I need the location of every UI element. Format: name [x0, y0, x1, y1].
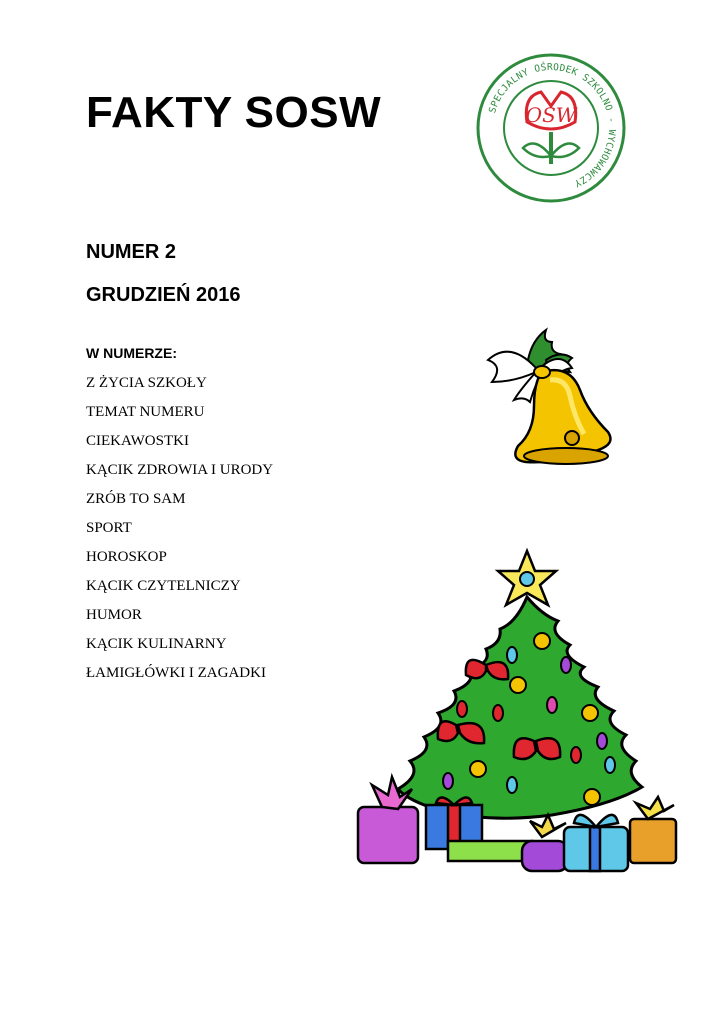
toc-item: KĄCIK KULINARNY	[86, 636, 227, 652]
toc-item: HOROSKOP	[86, 549, 167, 565]
christmas-bell-icon	[480, 320, 620, 470]
logo-leaf-right	[551, 144, 579, 158]
toc-item: ZRÓB TO SAM	[86, 491, 186, 507]
issue-date: GRUDZIEŃ 2016	[86, 284, 241, 306]
table-of-contents	[86, 372, 273, 691]
logo-ring-text: SPECJALNY OŚRODEK SZKOLNO - WYCHOWAWCZY	[487, 61, 618, 189]
toc-item: ŁAMIGŁÓWKI I ZAGADKI	[86, 665, 266, 681]
logo-leaf-left	[523, 144, 551, 158]
toc-item: KĄCIK CZYTELNICZY	[86, 578, 241, 594]
toc-item: HUMOR	[86, 607, 142, 623]
christmas-tree-icon	[352, 545, 682, 885]
issue-number: NUMER 2	[86, 241, 177, 263]
logo-center-text: OSW	[525, 103, 577, 127]
toc-item: TEMAT NUMERU	[86, 404, 205, 420]
toc-item: KĄCIK ZDROWIA I URODY	[86, 462, 274, 478]
school-logo	[475, 52, 627, 204]
toc-item: Z ŻYCIA SZKOŁY	[86, 375, 207, 391]
toc-item: SPORT	[86, 520, 132, 536]
toc-heading: W NUMERZE:	[86, 345, 177, 361]
newsletter-title: FAKTY SOSW	[86, 88, 382, 137]
toc-item: CIEKAWOSTKI	[86, 433, 189, 449]
